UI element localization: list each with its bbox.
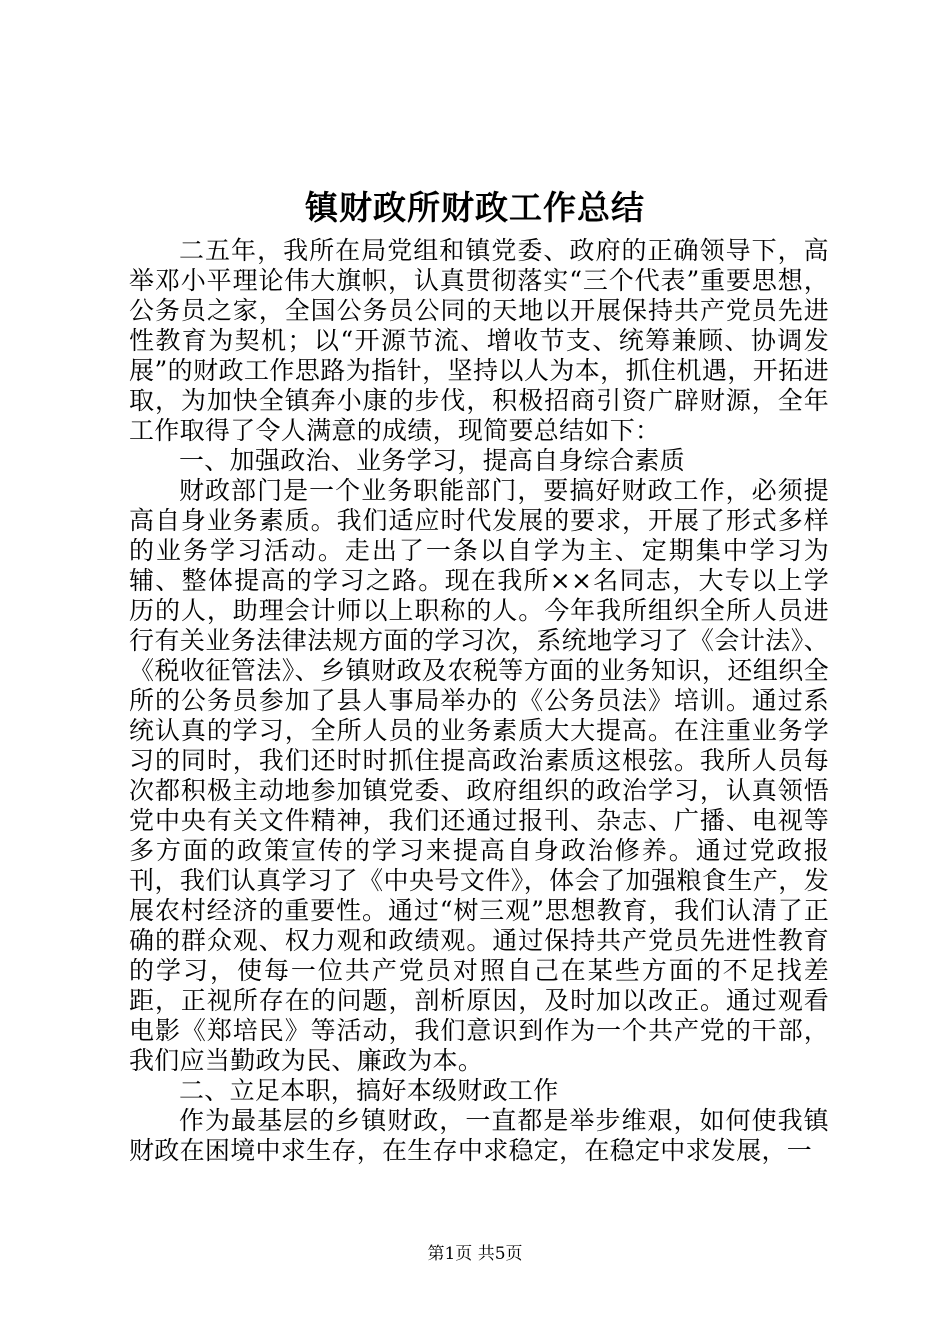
page-number: 第1页 共5页 (427, 1244, 523, 1264)
section-1-paragraph: 财政部门是一个业务职能部门，要搞好财政工作，必须提高自身业务素质。我们适应时代发展的要求，开展了形式多样的业务学习活动。走出了一条以自学为主、定期集中学习为辅、整体提高的学习之路。现在我所××名同志，大专以上学历的人，助理会计师以上职称的人。今年我所组织全所人员进行有关业务法律法规方面的学习次，系统地学习了《会计法》、《税收征管法》、乡镇财政及农税等方面的业务知识，还组织全所的公务员参加了县人事局举办的《公务员法》培训。通过系统认真的学习，全所人员的业务素质大大提高。在注重业务学习的同时，我们还时时抓住提高政治素质这根弦。我所人员每次都积极主动地参加镇党委、政府组织的政治学习，认真领悟党中央有关文件精神，我们还通过报刊、杂志、广播、电视等多方面的政策宣传的学习来提高自身政治修养。通过党政报刊，我们认真学习了《中央号文件》，体会了加强粮食生产，发展农村经济的重要性。通过“树三观”思想教育，我们认清了正确的群众观、权力观和政绩观。通过保持共产党员先进性教育的学习，使每一位共产党员对照自己在某些方面的不足找差距，正视所存在的问题，剖析原因，及时加以改正。通过观看电影《郑培民》等活动，我们意识到作为一个共产党的干部，我们应当勤政为民、廉政为本。 (129, 476, 829, 1075)
intro-paragraph: 二五年，我所在局党组和镇党委、政府的正确领导下，高举邓小平理论伟大旗帜，认真贯彻落实“三个代表”重要思想，公务员之家，全国公务员公同的天地以开展保持共产党员先进性教育为契机；以“开源节流、增收节支、统筹兼顾、协调发展”的财政工作思路为指针，坚持以人为本，抓住机遇，开拓进取，为加快全镇奔小康的步伐，积极招商引资广辟财源，全年工作取得了令人满意的成绩，现简要总结如下： (129, 236, 829, 445)
section-1-heading: 一、加强政治、业务学习，提高自身综合素质 (179, 446, 686, 475)
section-2-heading: 二、立足本职，搞好本级财政工作 (179, 1076, 559, 1105)
document-body (129, 236, 829, 1166)
document-title: 镇财政所财政工作总结 (305, 188, 645, 227)
section-2-paragraph: 作为最基层的乡镇财政，一直都是举步维艰，如何使我镇财政在困境中求生存，在生存中求稳定，在稳定中求发展，一 (129, 1106, 829, 1165)
